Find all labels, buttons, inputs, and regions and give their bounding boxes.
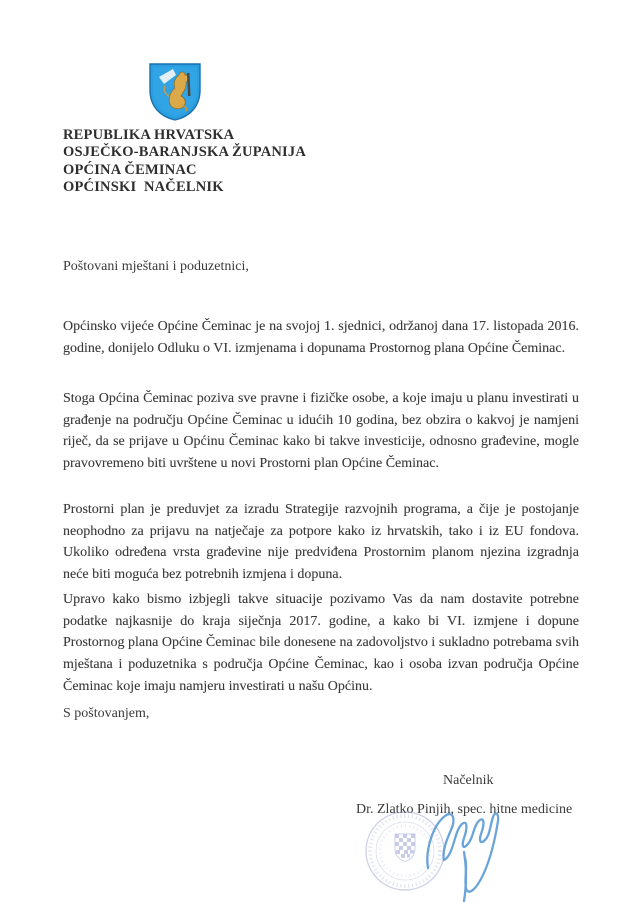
paragraph-invitation: Stoga Općina Čeminac poziva sve pravne i fizičke osobe, a koje imaju u planu investirati u građenje na području Općine Čeminac u idućih 10 godina, bez obzira o kakvoj je namjeni riječ, da se prijave u Općinu Čeminac kako bi takve investicije, odnosno građevine, mogle pravovremeno biti uvrštene u novi Prostorni plan Općine Čeminac.: [63, 391, 579, 472]
letterhead-line-county: OSJEČKO-BARANJSKA ŽUPANIJA: [63, 144, 306, 161]
signatory-name: Dr. Zlatko Pinjih, spec. hitne medicine: [356, 802, 573, 817]
closing-salutation: S poštovanjem,: [63, 706, 150, 721]
letterhead-line-municipality: OPĆINA ČEMINAC: [63, 161, 197, 178]
letterhead-line-country: REPUBLIKA HRVATSKA: [63, 127, 235, 143]
shield-icon: [147, 62, 203, 122]
paragraph-deadline: Upravo kako bismo izbjegli takve situacije pozivamo Vas da nam dostavite potrebne podatke najkasnije do kraja siječnja 2017. godine, a kako bi VI. izmjene i dopune Prostornog plana Općine Čeminac bile donesene na zadovoljstvo i sukladno potrebama svih mještana i poduzetnika s područja Općine Čeminac, kao i osoba izvan područja Općine Čeminac koje imaju namjeru investirati u našu Općinu.: [63, 592, 579, 694]
letterhead: [63, 127, 306, 197]
signatory-title: Načelnik: [443, 773, 494, 788]
handwritten-signature: [418, 802, 518, 902]
paragraph-decision: Općinsko vijeće Općine Čeminac je na svojoj 1. sjednici, održanoj dana 17. listopada 2016. godine, donijelo Odluku o VI. izmjenama i dopunama Prostornog plana Općine Čeminac.: [63, 319, 579, 356]
signature-stroke-icon: [418, 802, 518, 902]
salutation: Poštovani mještani i poduzetnici,: [63, 259, 249, 274]
municipal-coat-of-arms-icon: [147, 62, 203, 122]
paragraph-spatial-plan: Prostorni plan je preduvjet za izradu Strategije razvojnih programa, a čije je postojanje neophodno za prijavu na natječaje za potpore kako iz hrvatskih, tako i iz EU fondova. Ukoliko određena vrsta građevine nije predviđena Prostornim planom njezina izgradnja neće biti moguća bez potrebnih izmjena i dopuna.: [63, 502, 579, 583]
letterhead-line-office: OPĆINSKI NAČELNIK: [63, 179, 224, 196]
